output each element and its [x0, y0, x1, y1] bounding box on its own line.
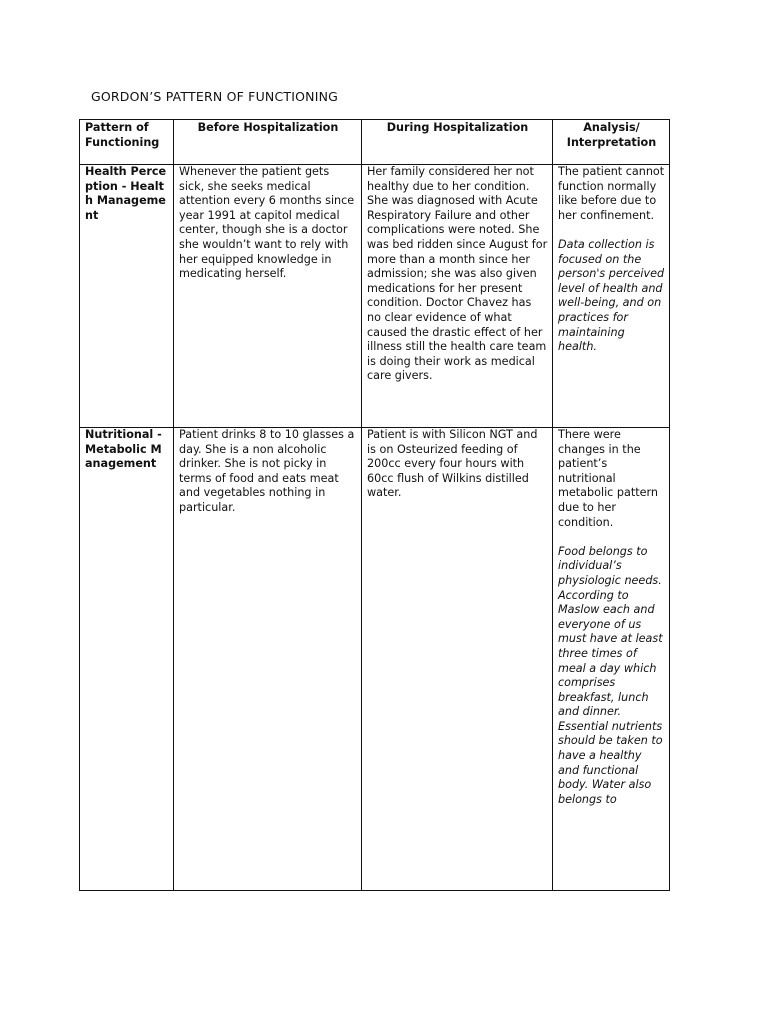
header-during: During Hospitalization [362, 120, 553, 165]
cell-during: Her family considered her not healthy due to her condition. She was diagnosed with Acute Respiratory Failure and other complications were noted. She was bed ridden since August for more than a month since her admission; she was also given medications for her present condition. Doctor Chavez has no clear evidence of what caused the drastic effect of her illness still the health care team is doing their work as medical care givers. [362, 165, 553, 428]
analysis-text: The patient cannot function normally like before due to her confinement. [558, 165, 665, 222]
cell-before: Whenever the patient gets sick, she seeks medical attention every 6 months since year 1991 at capitol medical center, though she is a doctor she wouldn’t want to rely with her equipped knowledge in medicating herself. [174, 165, 362, 428]
table-row [80, 165, 670, 428]
analysis-text: There were changes in the patient’s nutritional metabolic pattern due to her condition. [558, 428, 658, 529]
cell-analysis [553, 165, 670, 428]
header-pattern: Pattern of Functioning [80, 120, 174, 165]
table-header-row [80, 120, 670, 165]
cell-before: Patient drinks 8 to 10 glasses a day. She is a non alcoholic drinker. She is not picky in terms of food and eats meat and vegetables nothing in particular. [174, 428, 362, 891]
header-before: Before Hospitalization [174, 120, 362, 165]
analysis-note: Food belongs to individual’s physiologic needs. According to Maslow each and everyone of us must have at least three times of meal a day which comprises breakfast, lunch and dinner. Essential nutrients should be taken to have a healthy and functional body. Water also belongs to [558, 544, 663, 806]
cell-pattern: Health Perception - Health Management [80, 165, 174, 428]
header-analysis: Analysis/ Interpretation [553, 120, 670, 165]
gordon-functioning-table [79, 119, 670, 891]
page-title: GORDON’S PATTERN OF FUNCTIONING [91, 89, 339, 104]
cell-pattern: Nutritional - Metabolic Management [80, 428, 174, 891]
table-row [80, 428, 670, 891]
analysis-note: Data collection is focused on the person's perceived level of health and well-being, and on practices for maintaining health. [558, 237, 665, 354]
cell-analysis [553, 428, 670, 891]
cell-during: Patient is with Silicon NGT and is on Osteurized feeding of 200cc every four hours with 60cc flush of Wilkins distilled water. [362, 428, 553, 891]
